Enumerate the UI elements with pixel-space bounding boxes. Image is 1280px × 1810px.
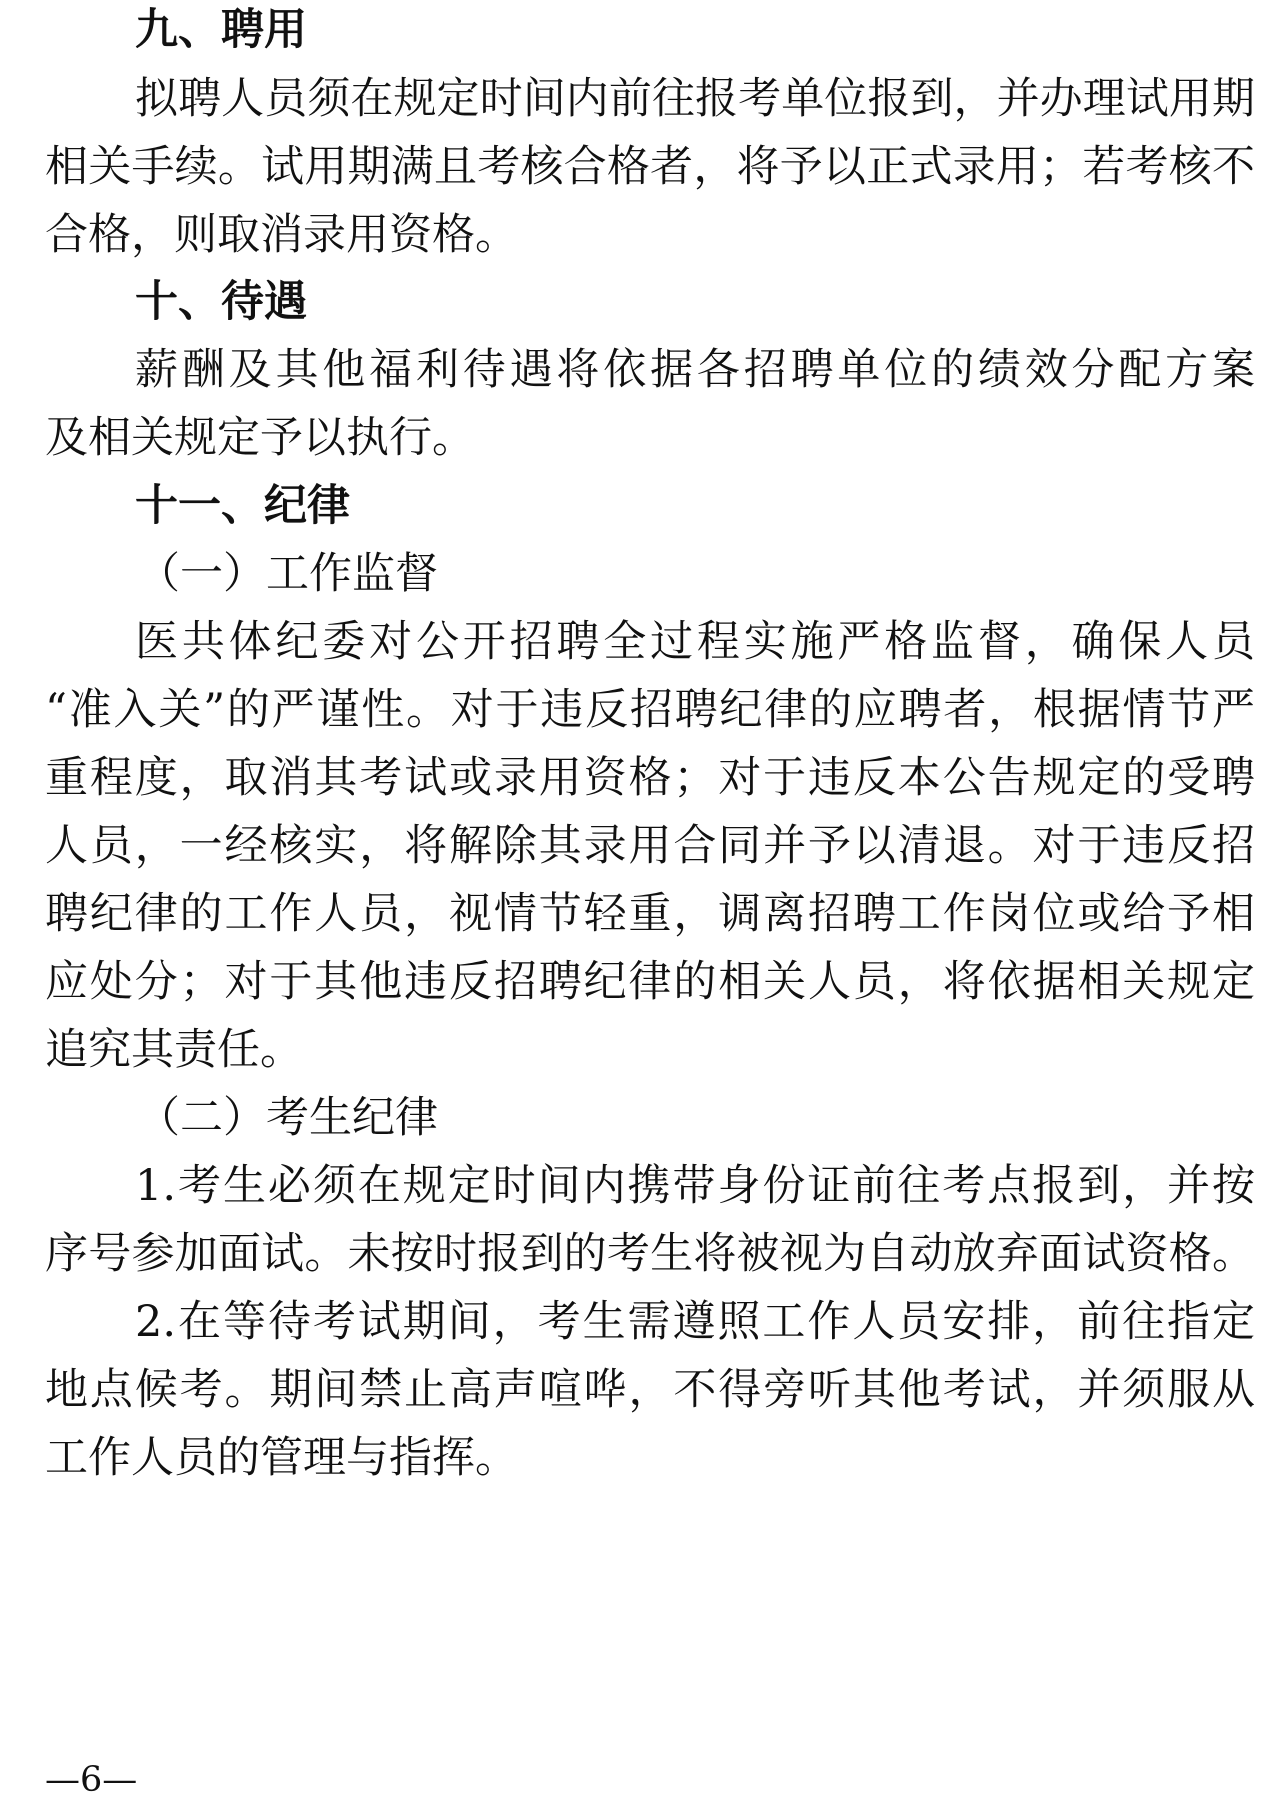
subsection-heading-supervision: （一）工作监督 bbox=[137, 549, 438, 599]
paragraph-line: 人员，一经核实，将解除其录用合同并予以清退。对于违反招 bbox=[45, 821, 1255, 871]
paragraph-line: 1.考生必须在规定时间内携带身份证前往考点报到，并按 bbox=[135, 1161, 1255, 1211]
paragraph-line: 序号参加面试。未按时报到的考生将被视为自动放弃面试资格。 bbox=[45, 1229, 1255, 1279]
paragraph-line: 医共体纪委对公开招聘全过程实施严格监督，确保人员 bbox=[135, 617, 1255, 667]
section-heading-discipline: 十一、纪律 bbox=[135, 481, 350, 531]
section-heading-benefits: 十、待遇 bbox=[135, 277, 307, 327]
paragraph-line: 地点候考。期间禁止高声喧哗，不得旁听其他考试，并须服从 bbox=[45, 1365, 1255, 1415]
section-heading-employment: 九、聘用 bbox=[135, 5, 307, 55]
subsection-heading-candidate-discipline: （二）考生纪律 bbox=[137, 1093, 438, 1143]
paragraph-line: 聘纪律的工作人员，视情节轻重，调离招聘工作岗位或给予相 bbox=[45, 889, 1255, 939]
paragraph-line: 追究其责任。 bbox=[45, 1025, 303, 1075]
paragraph-line: 及相关规定予以执行。 bbox=[45, 413, 475, 463]
paragraph-line: 重程度，取消其考试或录用资格；对于违反本公告规定的受聘 bbox=[45, 753, 1255, 803]
paragraph-line: 薪酬及其他福利待遇将依据各招聘单位的绩效分配方案 bbox=[135, 345, 1255, 395]
paragraph-line: 2.在等待考试期间，考生需遵照工作人员安排，前往指定 bbox=[135, 1297, 1255, 1347]
paragraph-line: “准入关”的严谨性。对于违反招聘纪律的应聘者，根据情节严 bbox=[45, 685, 1255, 735]
paragraph-line: 相关手续。试用期满且考核合格者，将予以正式录用；若考核不 bbox=[45, 142, 1255, 192]
paragraph-line: 拟聘人员须在规定时间内前往报考单位报到，并办理试用期 bbox=[135, 74, 1255, 124]
document-page bbox=[45, 0, 1255, 1810]
paragraph-line: 工作人员的管理与指挥。 bbox=[45, 1433, 518, 1483]
paragraph-line: 应处分；对于其他违反招聘纪律的相关人员，将依据相关规定 bbox=[45, 957, 1255, 1007]
page-number: —6— bbox=[45, 1760, 138, 1800]
paragraph-line: 合格，则取消录用资格。 bbox=[45, 210, 518, 260]
